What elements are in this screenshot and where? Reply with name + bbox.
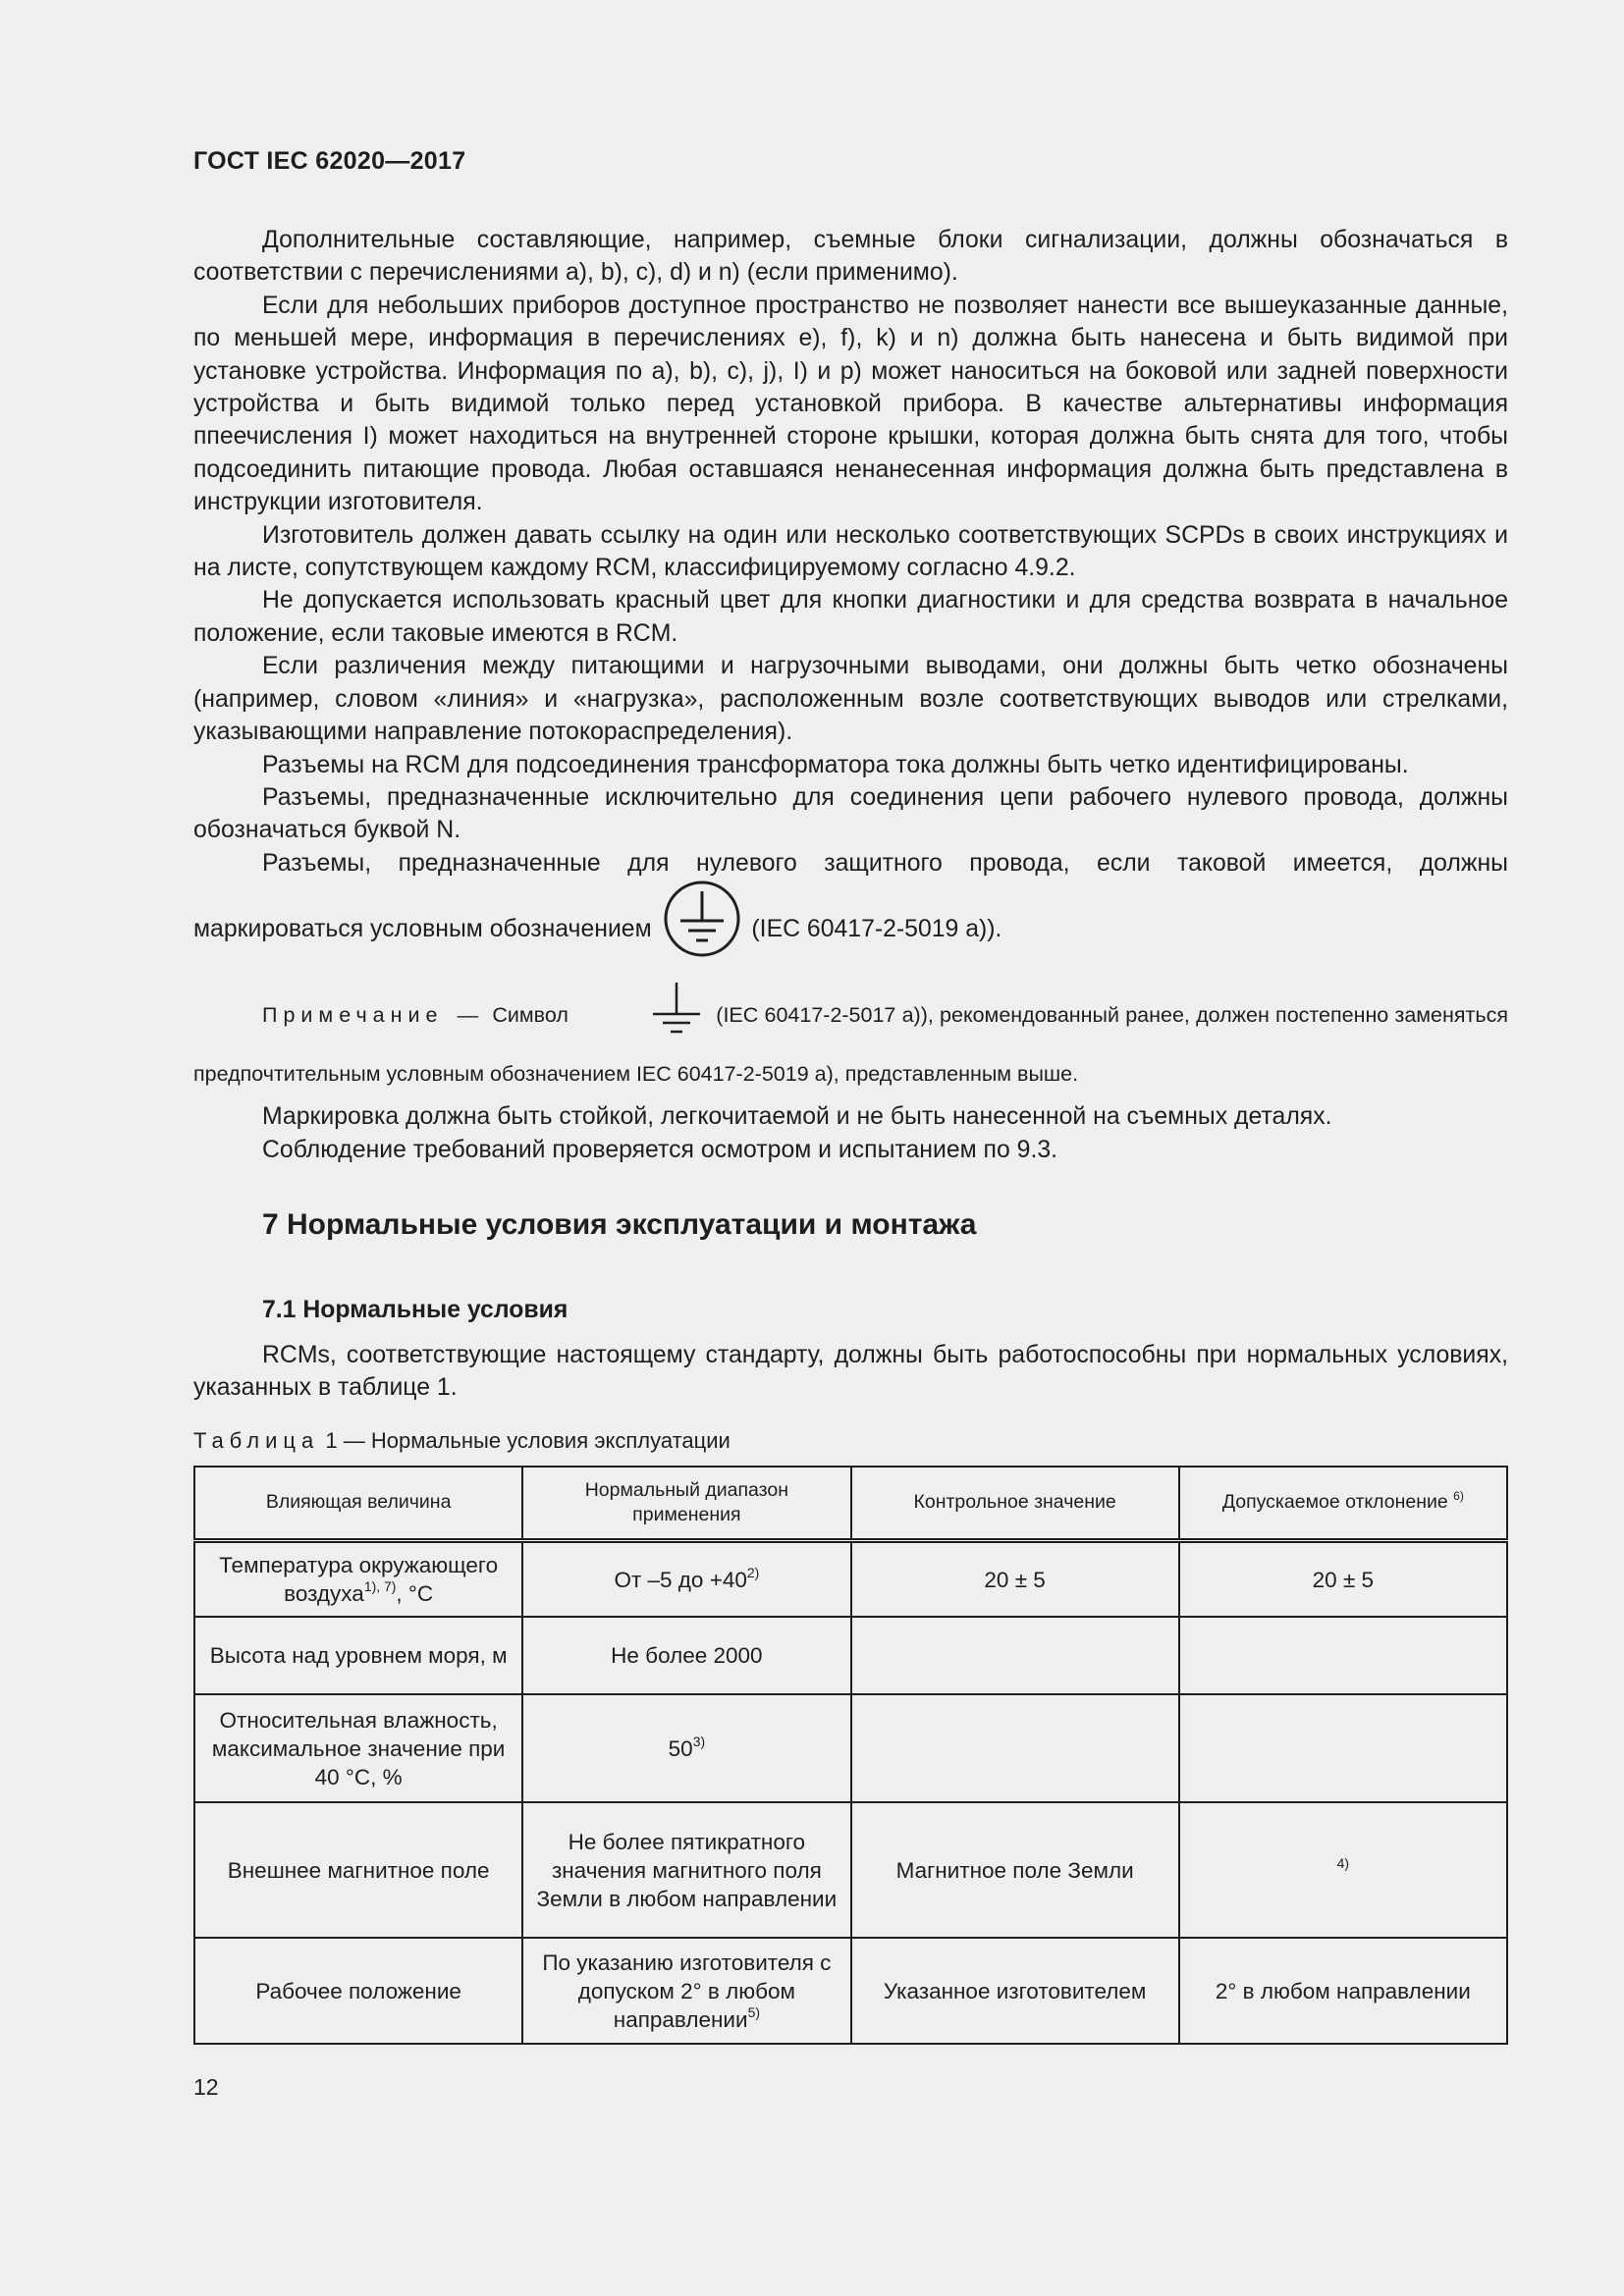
table-cell: 20 ± 5 — [1179, 1540, 1507, 1617]
table-cell: Указанное изготовителем — [851, 1938, 1179, 2044]
paragraph: Разъемы на RCM для подсоединения трансформатора тока должны быть четко идентифицированы. — [262, 751, 1409, 778]
marking-line — [193, 880, 1508, 981]
note-after: (IEC 60417-2-5017 а)), рекомендованный ранее, должен постепенно заменяться предпочтительным условным обозначением IEC 60417-2-5019 а), представленным выше. — [193, 1003, 1508, 1087]
table-row — [194, 1617, 1507, 1694]
paragraph: Разъемы, предназначенные исключительно для соединения цепи рабочего нулевого провода, должны обозначаться буквой N. — [193, 783, 1508, 844]
paragraph: Маркировка должна быть стойкой, легкочитаемой и не быть нанесенной на съемных деталях. — [262, 1103, 1332, 1131]
table-cell — [851, 1694, 1179, 1802]
table-cell: 4) — [1179, 1802, 1507, 1938]
table-cell: 20 ± 5 — [851, 1540, 1179, 1617]
table-header-cell: Контрольное значение — [851, 1467, 1179, 1541]
table-cell: Температура окружающего воздуха$^{1), 7)}$, °C — [194, 1540, 522, 1617]
subsection-heading: 7.1 Нормальные условия — [262, 1296, 568, 1323]
note — [193, 981, 1508, 1096]
table-row — [194, 1938, 1507, 2044]
table-caption-text: 1 — Нормальные условия эксплуатации — [319, 1427, 731, 1453]
marking-text: маркироваться условным обозначением — [193, 916, 652, 943]
table-cell: Не более пятикратного значения магнитного поля Земли в любом направлении — [522, 1802, 850, 1938]
paragraph: Соблюдение требований проверяется осмотром и испытанием по 9.3. — [262, 1136, 1058, 1163]
note-label: Примечание — [262, 1003, 444, 1028]
paragraph: Если различения между питающими и нагрузочными выводами, они должны быть четко обозначены (например, словом «линия» и «нагрузка», расположенным возле соответствующих выводов или стрелками, указывающими направление потокораспределения). — [193, 653, 1508, 746]
table-row — [194, 1540, 1507, 1617]
paragraph: Если для небольших приборов доступное пространство не позволяет нанести все вышеуказанные данные, по меньшей мере, информация в перечислениях е), f), k) и n) должна быть нанесена и быть видимой при установке устройства. Информация по а), b), с), j), I) и р) может наноситься на боковой или задней поверхности устройства и быть видимой только перед установкой прибора. В качестве альтернативы информация ппеечисления I) может находиться на внутренней стороне крышки, которая должна быть снята для того, чтобы подсоединить питающие провода. Любая оставшаяся ненанесенная информация должна быть представлена в инструкции изготовителя. — [193, 292, 1508, 516]
table-cell: По указанию изготовителя с допуском 2° в любом направлении$^{5)}$ — [522, 1938, 850, 2044]
table-caption-label: Таблица — [193, 1427, 320, 1453]
earth-ground-icon — [578, 981, 706, 1051]
document-body — [193, 224, 1508, 2045]
paragraph: Изготовитель должен давать ссылку на один или несколько соответствующих SCPDs в своих инструкциях и на листе, сопутствующем каждому RCM, классифицируемому согласно 4.9.2. — [193, 521, 1508, 582]
table-row — [194, 1802, 1507, 1938]
table-cell: Относительная влажность, максимальное значение при 40 °С, % — [194, 1694, 522, 1802]
table-cell — [851, 1617, 1179, 1694]
table-header-cell: Допускаемое отклонение $^{6)}$ — [1179, 1467, 1507, 1541]
note-dash: — — [457, 1003, 479, 1028]
paragraph: RCMs, соответствующие настоящему стандарту, должны быть работоспособны при нормальных условиях, указанных в таблице 1. — [193, 1341, 1508, 1402]
section-heading: 7 Нормальные условия эксплуатации и монтажа — [262, 1207, 977, 1241]
page-number: 12 — [193, 2074, 219, 2100]
table-cell: Не более 2000 — [522, 1617, 850, 1694]
table-cell: Магнитное поле Земли — [851, 1802, 1179, 1938]
table-cell: 2° в любом направлении — [1179, 1938, 1507, 2044]
table-header-cell: Нормальный диапазон применения — [522, 1467, 850, 1541]
paragraph: Не допускается использовать красный цвет для кнопки диагностики и для средства возврата в начальное положение, если таковые имеются в RCM. — [193, 587, 1508, 647]
protective-earth-circle-icon — [663, 880, 741, 981]
document-header: ГОСТ IEC 62020—2017 — [193, 147, 466, 175]
paragraph: Дополнительные составляющие, например, съемные блоки сигнализации, должны обозначаться в соответствии с перечислениями а), b), с), d) и n) (если применимо). — [193, 227, 1508, 287]
table-cell — [1179, 1694, 1507, 1802]
table-header-row — [194, 1467, 1507, 1541]
table-cell — [1179, 1617, 1507, 1694]
table-header-cell: Влияющая величина — [194, 1467, 522, 1541]
table-cell: Внешнее магнитное поле — [194, 1802, 522, 1938]
note-before: Символ — [492, 1003, 568, 1028]
table-caption — [193, 1426, 1508, 1456]
table-cell: Рабочее положение — [194, 1938, 522, 2044]
paragraph: Разъемы, предназначенные для нулевого защитного провода, если таковой имеется, должны — [262, 849, 1508, 877]
table-row — [194, 1694, 1507, 1802]
table-cell: От –5 до $+40^{2)}$ — [522, 1540, 850, 1617]
table-cell: Высота над уровнем моря, м — [194, 1617, 522, 1694]
marking-ref: (IEC 60417-2-5019 а)). — [751, 916, 1002, 943]
table-cell: 50$^{3)}$ — [522, 1694, 850, 1802]
conditions-table — [193, 1466, 1508, 2046]
